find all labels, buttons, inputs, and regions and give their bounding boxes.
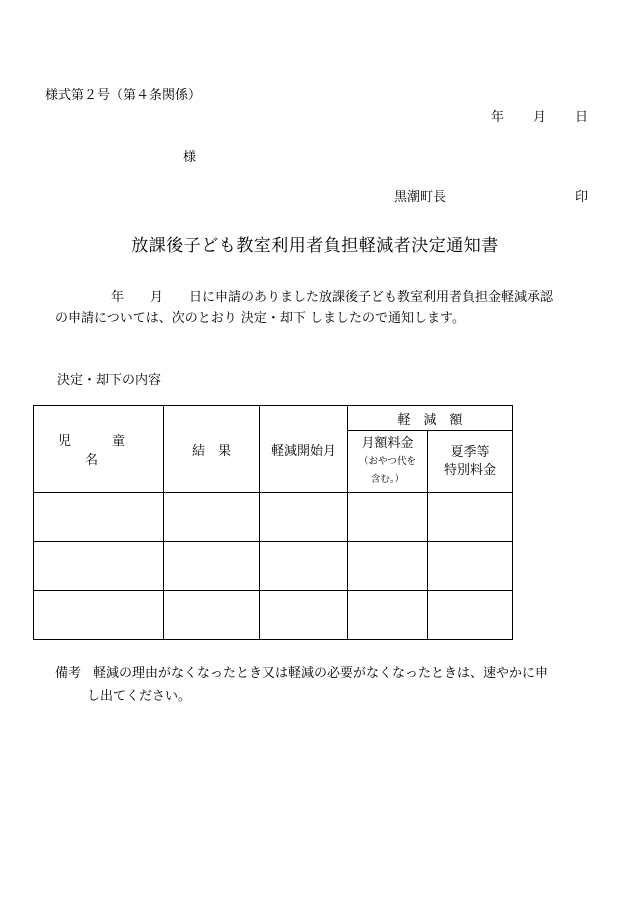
body-year-label: 年	[111, 290, 125, 305]
cell-child-name[interactable]	[34, 493, 164, 542]
cell-child-name[interactable]	[34, 542, 164, 591]
header-result: 結 果	[164, 406, 260, 493]
remarks-line-2: し出てください。	[87, 689, 192, 704]
header-reduction-amount: 軽 減 額	[348, 406, 513, 431]
cell-start-month[interactable]	[260, 493, 348, 542]
cell-result[interactable]	[164, 591, 260, 640]
table-row	[34, 591, 513, 640]
header-child-name: 児 童 名	[34, 406, 164, 493]
date-year-label: 年	[491, 110, 505, 125]
cell-child-name[interactable]	[34, 591, 164, 640]
cell-result[interactable]	[164, 542, 260, 591]
section-heading: 決定・却下の内容	[57, 373, 162, 388]
issuer-title: 黒潮町長	[394, 190, 447, 205]
remarks-label: 備考	[55, 666, 82, 681]
cell-summer-fee[interactable]	[428, 591, 513, 640]
cell-monthly-fee[interactable]	[348, 542, 428, 591]
document-title: 放課後子ども教室利用者負担軽減者決定通知書	[131, 236, 499, 256]
cell-result[interactable]	[164, 493, 260, 542]
table-row	[34, 493, 513, 542]
addressee-suffix: 様	[183, 150, 197, 165]
form-number: 様式第２号（第４条関係）	[45, 88, 202, 103]
header-monthly-fee: 月額料金 （おやつ代を 含む。）	[348, 431, 428, 493]
cell-monthly-fee[interactable]	[348, 591, 428, 640]
cell-monthly-fee[interactable]	[348, 493, 428, 542]
header-start-month: 軽減開始月	[260, 406, 348, 493]
cell-summer-fee[interactable]	[428, 493, 513, 542]
cell-summer-fee[interactable]	[428, 542, 513, 591]
cell-start-month[interactable]	[260, 542, 348, 591]
header-summer-fee: 夏季等 特別料金	[428, 431, 513, 493]
body-month-label: 月	[150, 290, 164, 305]
date-day-label: 日	[575, 110, 589, 125]
remarks	[55, 662, 600, 708]
body-line-1	[55, 287, 600, 308]
table-row	[34, 542, 513, 591]
body-line-2: の申請については、次のとおり 決定・却下 しましたので通知します。	[55, 311, 465, 326]
body-paragraph	[55, 287, 600, 329]
cell-start-month[interactable]	[260, 591, 348, 640]
date-month-label: 月	[533, 110, 547, 125]
reduction-table	[33, 405, 513, 640]
seal-mark: 印	[575, 190, 589, 205]
body-line1-text: 日に申請のありました放課後子ども教室利用者負担金軽減承認	[189, 290, 554, 305]
remarks-line-1: 軽減の理由がなくなったとき又は軽減の必要がなくなったときは、速やかに申	[93, 666, 549, 681]
